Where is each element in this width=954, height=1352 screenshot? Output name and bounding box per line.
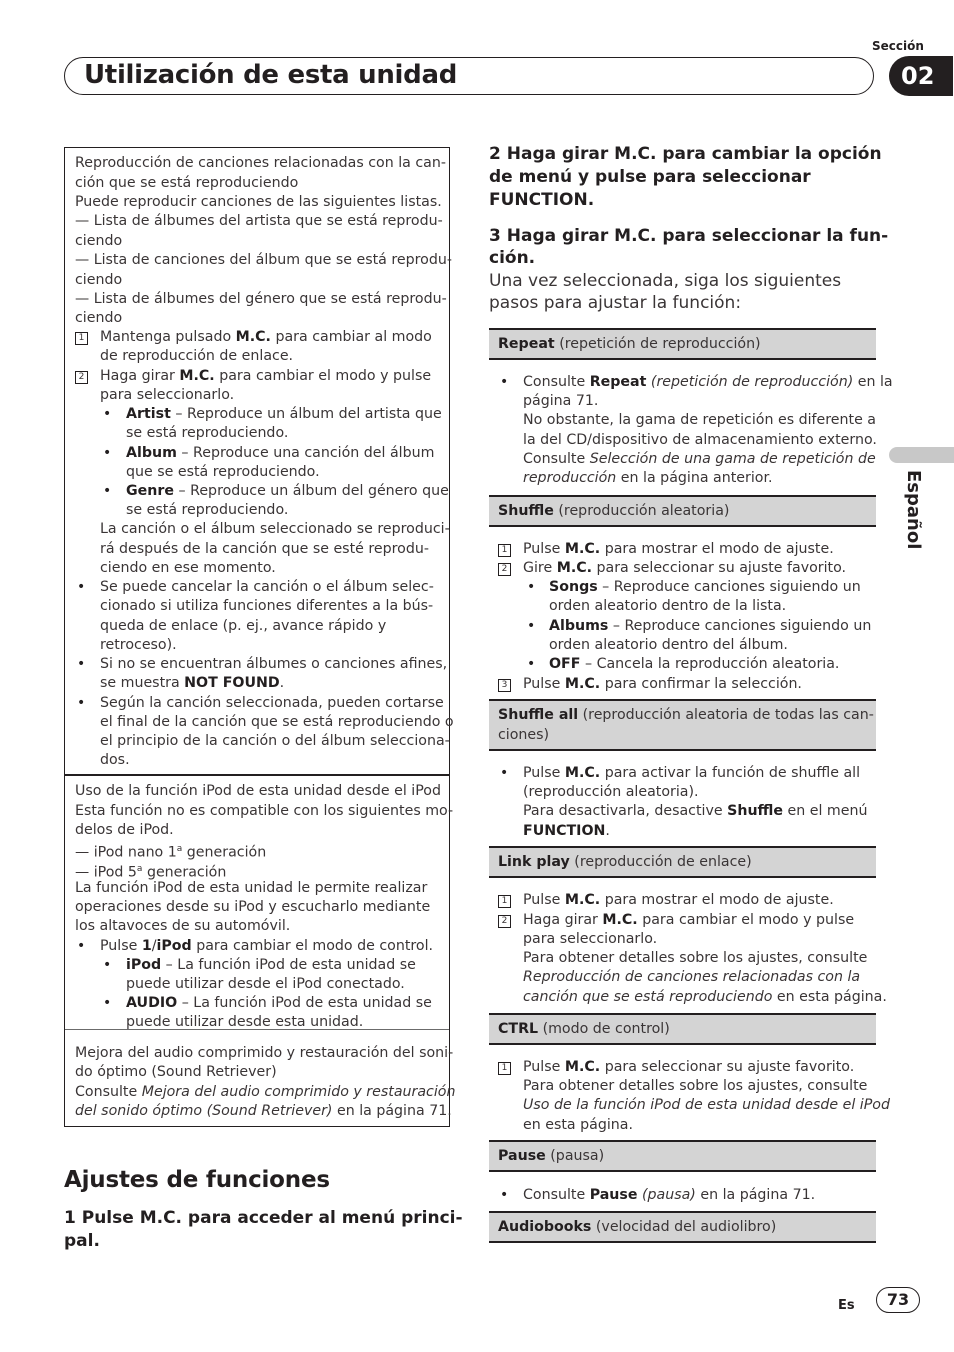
box-text: Genre – Reproduce un álbum del género que bbox=[126, 483, 449, 499]
function-text: página 71. bbox=[523, 393, 599, 409]
function-text: Pulse M.C. para mostrar el modo de ajuste. bbox=[523, 541, 834, 557]
bullet: • bbox=[77, 579, 86, 595]
box-text: — iPod nano 1$^a$ generación bbox=[75, 844, 267, 861]
function-text: Para desactivarla, desactive Shuffle en el menú bbox=[523, 803, 868, 819]
function-text: para seleccionarlo. bbox=[523, 931, 658, 947]
box-text: de reproducción de enlace. bbox=[100, 348, 294, 364]
step-heading: de menú y pulse para seleccionar bbox=[489, 167, 811, 187]
function-text: Consulte Repeat (repetición de reproducción) en la bbox=[523, 374, 893, 390]
bullet: • bbox=[77, 695, 86, 711]
step-heading: 2 Haga girar M.C. para cambiar la opción bbox=[489, 144, 882, 164]
box-text: dos. bbox=[100, 752, 130, 768]
bullet: • bbox=[103, 445, 112, 461]
bullet: • bbox=[527, 579, 536, 595]
footer-language: Es bbox=[838, 1298, 855, 1313]
section-number-badge: 02 bbox=[889, 56, 953, 96]
box-text: el final de la canción que se está reproduciendo o bbox=[100, 714, 454, 730]
box-text: do óptimo (Sound Retriever) bbox=[75, 1064, 277, 1080]
page-title: Utilización de esta unidad bbox=[84, 60, 458, 90]
bullet: • bbox=[77, 938, 86, 954]
function-text: (reproducción aleatoria). bbox=[523, 784, 699, 800]
function-title: CTRL (modo de control) bbox=[498, 1021, 670, 1037]
bullet: • bbox=[103, 995, 112, 1011]
box-text: ciendo bbox=[75, 310, 123, 326]
box-text: delos de iPod. bbox=[75, 822, 174, 838]
box-text: Puede reproducir canciones de las siguientes listas. bbox=[75, 194, 442, 210]
box-text: Si no se encuentran álbumes o canciones afines, bbox=[100, 656, 448, 672]
function-list-box bbox=[64, 147, 456, 1127]
language-label: Español bbox=[903, 470, 924, 550]
bullet: • bbox=[103, 957, 112, 973]
bullet: • bbox=[103, 406, 112, 422]
function-title: Pause (pausa) bbox=[498, 1148, 605, 1164]
box-text: se está reproduciendo. bbox=[126, 425, 289, 441]
page-number: 73 bbox=[876, 1287, 920, 1313]
function-text: Para obtener detalles sobre los ajustes, consulte bbox=[523, 1078, 868, 1094]
box-text: Haga girar M.C. para cambiar el modo y pulse bbox=[100, 368, 432, 384]
bullet: • bbox=[77, 656, 86, 672]
box-text: — Lista de álbumes del género que se está reprodu- bbox=[75, 291, 447, 307]
step-number-2: 2 bbox=[498, 559, 511, 579]
step-number-1: 1 bbox=[75, 328, 88, 348]
function-text: la del CD/dispositivo de almacenamiento externo. bbox=[523, 432, 877, 448]
step-note: Una vez seleccionada, siga los siguientes bbox=[489, 271, 842, 291]
box-text: puede utilizar desde el iPod conectado. bbox=[126, 976, 405, 992]
function-text: Consulte Pause (pausa) en la página 71. bbox=[523, 1187, 816, 1203]
box-text: AUDIO – La función iPod de esta unidad se bbox=[126, 995, 432, 1011]
function-text: en esta página. bbox=[523, 1117, 633, 1133]
function-text: Songs – Reproduce canciones siguiendo un bbox=[549, 579, 861, 595]
box-text: los altavoces de su automóvil. bbox=[75, 918, 291, 934]
box-text: ción que se está reproduciendo bbox=[75, 175, 299, 191]
box-text: Consulte Mejora del audio comprimido y restauración bbox=[75, 1084, 456, 1100]
box-text: se está reproduciendo. bbox=[126, 502, 289, 518]
box-text: ciendo bbox=[75, 233, 123, 249]
function-text: Pulse M.C. para mostrar el modo de ajuste. bbox=[523, 892, 834, 908]
bullet: • bbox=[500, 1187, 509, 1203]
box-text: Esta función no es compatible con los siguientes mo- bbox=[75, 803, 454, 819]
function-text: No obstante, la gama de repetición es diferente a bbox=[523, 412, 877, 428]
function-text: canción que se está reproduciendo en esta página. bbox=[523, 989, 887, 1005]
step-heading: ción. bbox=[489, 248, 536, 268]
box-text: Mantenga pulsado M.C. para cambiar al modo bbox=[100, 329, 432, 345]
function-text: Albums – Reproduce canciones siguiendo un bbox=[549, 618, 872, 634]
function-text: Consulte Selección de una gama de repetición de bbox=[523, 451, 876, 467]
box-text: La función iPod de esta unidad le permite realizar bbox=[75, 880, 428, 896]
step-number-1: 1 bbox=[498, 891, 511, 911]
function-title: Shuffle all (reproducción aleatoria de todas las can- bbox=[498, 707, 874, 723]
box-text: Mejora del audio comprimido y restauración del soni- bbox=[75, 1045, 454, 1061]
function-text: OFF – Cancela la reproducción aleatoria. bbox=[549, 656, 840, 672]
box-text: operaciones desde su iPod y escucharlo mediante bbox=[75, 899, 431, 915]
function-text: orden aleatorio dentro del álbum. bbox=[549, 637, 788, 653]
box-text: iPod – La función iPod de esta unidad se bbox=[126, 957, 416, 973]
function-title: Repeat (repetición de reproducción) bbox=[498, 336, 761, 352]
box-text: — iPod 5$^a$ generación bbox=[75, 864, 227, 881]
function-text: orden aleatorio dentro de la lista. bbox=[549, 598, 787, 614]
function-text: Gire M.C. para seleccionar su ajuste favorito. bbox=[523, 560, 847, 576]
box-text: Uso de la función iPod de esta unidad desde el iPod bbox=[75, 783, 441, 799]
section-label: Sección bbox=[872, 39, 924, 53]
function-title: Audiobooks (velocidad del audiolibro) bbox=[498, 1219, 777, 1235]
box-text: queda de enlace (p. ej., avance rápido y bbox=[100, 618, 387, 634]
section-heading: Ajustes de funciones bbox=[64, 1167, 330, 1193]
step-number-2: 2 bbox=[75, 367, 88, 387]
box-text: Pulse 1/iPod para cambiar el modo de control. bbox=[100, 938, 434, 954]
bullet: • bbox=[527, 618, 536, 634]
function-text: Pulse M.C. para confirmar la selección. bbox=[523, 676, 802, 692]
box-text: — Lista de canciones del álbum que se está reprodu- bbox=[75, 252, 452, 268]
step-heading: 1 Pulse M.C. para acceder al menú princi- bbox=[64, 1208, 463, 1228]
box-text: para seleccionarlo. bbox=[100, 387, 235, 403]
box-text: se muestra NOT FOUND. bbox=[100, 675, 285, 691]
step-number-2: 2 bbox=[498, 911, 511, 931]
step-number-1: 1 bbox=[498, 540, 511, 560]
function-text: Pulse M.C. para activar la función de shuffle all bbox=[523, 765, 861, 781]
box-text: ciendo bbox=[75, 272, 123, 288]
box-text: el principio de la canción o del álbum selecciona- bbox=[100, 733, 450, 749]
box-text: ciendo en ese momento. bbox=[100, 560, 276, 576]
function-title: Shuffle (reproducción aleatoria) bbox=[498, 503, 730, 519]
bullet: • bbox=[500, 765, 509, 781]
box-text: retroceso). bbox=[100, 637, 177, 653]
function-text: reproducción en la página anterior. bbox=[523, 470, 773, 486]
box-text: Artist – Reproduce un álbum del artista que bbox=[126, 406, 442, 422]
function-text: Para obtener detalles sobre los ajustes, consulte bbox=[523, 950, 868, 966]
box-text: Reproducción de canciones relacionadas con la can- bbox=[75, 155, 446, 171]
function-title: ciones) bbox=[498, 727, 550, 743]
function-text: Haga girar M.C. para cambiar el modo y pulse bbox=[523, 912, 855, 928]
step-number-1: 1 bbox=[498, 1058, 511, 1078]
box-text: Se puede cancelar la canción o el álbum selec- bbox=[100, 579, 434, 595]
bullet: • bbox=[500, 374, 509, 390]
function-text: Reproducción de canciones relacionadas con la bbox=[523, 969, 861, 985]
box-text: que se está reproduciendo. bbox=[126, 464, 320, 480]
language-tab bbox=[889, 447, 954, 463]
function-title: Link play (reproducción de enlace) bbox=[498, 854, 752, 870]
function-text: FUNCTION. bbox=[523, 823, 610, 839]
step-number-3: 3 bbox=[498, 675, 511, 695]
box-text: del sonido óptimo (Sound Retriever) en la página 71. bbox=[75, 1103, 452, 1119]
function-text: Uso de la función iPod de esta unidad desde el iPod bbox=[523, 1097, 890, 1113]
box-divider bbox=[65, 774, 449, 776]
box-text: Según la canción seleccionada, pueden cortarse bbox=[100, 695, 444, 711]
step-heading: 3 Haga girar M.C. para seleccionar la fun- bbox=[489, 226, 889, 246]
box-text: La canción o el álbum seleccionado se reproduci- bbox=[100, 521, 450, 537]
function-text: Pulse M.C. para seleccionar su ajuste favorito. bbox=[523, 1059, 855, 1075]
box-text: puede utilizar desde esta unidad. bbox=[126, 1014, 364, 1030]
step-heading: FUNCTION. bbox=[489, 190, 595, 210]
step-heading: pal. bbox=[64, 1231, 100, 1251]
box-text: — Lista de álbumes del artista que se está reprodu- bbox=[75, 213, 443, 229]
bullet: • bbox=[103, 483, 112, 499]
box-text: cionado si utiliza funciones diferentes a la bús- bbox=[100, 598, 434, 614]
box-text: Album – Reproduce una canción del álbum bbox=[126, 445, 435, 461]
step-note: pasos para ajustar la función: bbox=[489, 293, 742, 313]
box-text: rá después de la canción que se esté reprodu- bbox=[100, 541, 429, 557]
bullet: • bbox=[527, 656, 536, 672]
